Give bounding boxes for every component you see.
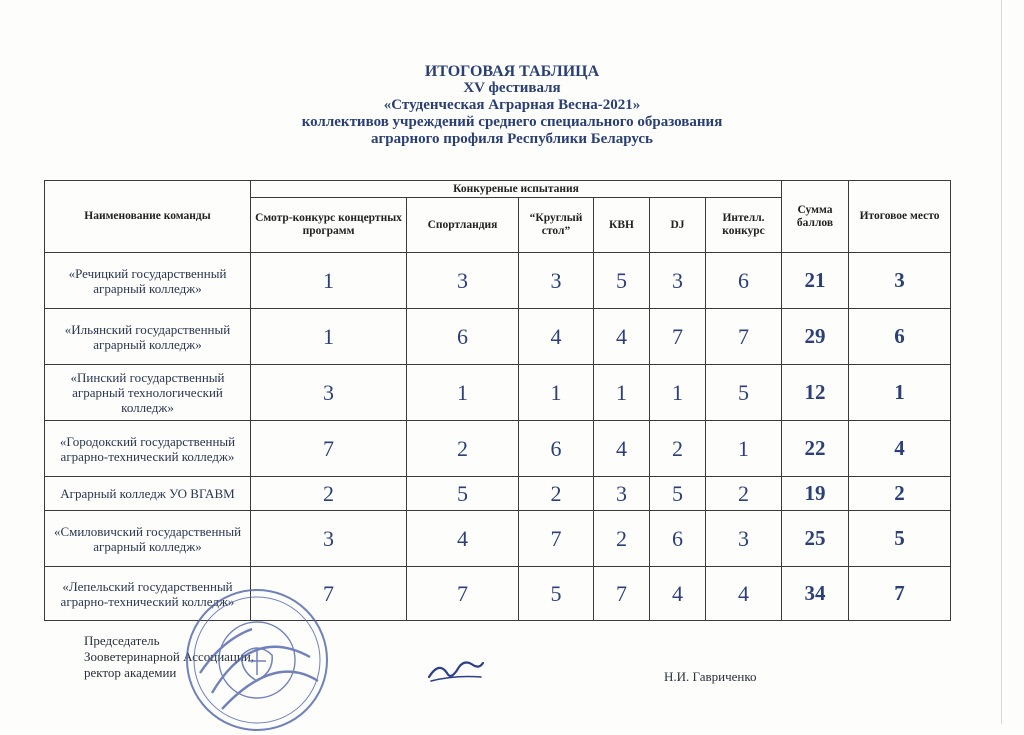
table-row <box>45 567 951 621</box>
score-cell: 6 <box>407 309 519 365</box>
place-cell: 3 <box>849 253 951 309</box>
score-cell: 3 <box>650 253 706 309</box>
table-row <box>45 365 951 421</box>
score-cell: 4 <box>407 511 519 567</box>
title-line-3: «Студенческая Аграрная Весна-2021» <box>383 97 641 113</box>
score-cell: 2 <box>706 477 782 511</box>
score-cell: 7 <box>519 511 594 567</box>
score-cell: 4 <box>594 421 650 477</box>
score-cell: 6 <box>650 511 706 567</box>
score-cell: 7 <box>706 309 782 365</box>
score-cell: 6 <box>519 421 594 477</box>
results-table <box>44 180 951 621</box>
score-cell: 4 <box>594 309 650 365</box>
score-cell: 3 <box>594 477 650 511</box>
score-cell: 2 <box>251 477 407 511</box>
score-cell: 2 <box>594 511 650 567</box>
chair-line-1: Председатель <box>84 633 160 648</box>
title-line-4: коллективов учреждений среднего специального образования <box>301 114 723 130</box>
document-title <box>40 63 984 148</box>
place-cell: 5 <box>849 511 951 567</box>
score-cell: 5 <box>519 567 594 621</box>
header-team: Наименование команды <box>45 181 251 253</box>
team-name: «Пинский государственный аграрный технологический колледж» <box>45 365 251 421</box>
score-cell: 2 <box>407 421 519 477</box>
header-place: Итоговое место <box>849 181 951 253</box>
place-cell: 6 <box>849 309 951 365</box>
score-cell: 1 <box>251 309 407 365</box>
team-name: Аграрный колледж УО ВГАВМ <box>45 477 251 511</box>
score-cell: 7 <box>251 567 407 621</box>
score-cell: 4 <box>650 567 706 621</box>
header-contest-2: Спортландия <box>407 198 519 253</box>
title-line-5: аграрного профиля Республики Беларусь <box>370 131 653 147</box>
team-name: «Городокский государственный аграрно-технический колледж» <box>45 421 251 477</box>
place-cell: 2 <box>849 477 951 511</box>
table-row <box>45 477 951 511</box>
score-cell: 4 <box>519 309 594 365</box>
team-name: «Речицкий государственный аграрный колледж» <box>45 253 251 309</box>
sum-cell: 21 <box>782 253 849 309</box>
header-contest-5: DJ <box>650 198 706 253</box>
sum-cell: 22 <box>782 421 849 477</box>
sum-cell: 25 <box>782 511 849 567</box>
table-row <box>45 253 951 309</box>
table-row <box>45 421 951 477</box>
title-line-2: XV фестиваля <box>463 80 561 96</box>
score-cell: 1 <box>251 253 407 309</box>
score-cell: 2 <box>650 421 706 477</box>
sum-cell: 12 <box>782 365 849 421</box>
header-contest-4: КВН <box>594 198 650 253</box>
score-cell: 3 <box>251 365 407 421</box>
table-row <box>45 511 951 567</box>
score-cell: 5 <box>706 365 782 421</box>
official-stamp-icon <box>182 585 332 735</box>
score-cell: 2 <box>519 477 594 511</box>
score-cell: 1 <box>594 365 650 421</box>
header-contest-3: “Круглый стол” <box>519 198 594 253</box>
place-cell: 4 <box>849 421 951 477</box>
score-cell: 7 <box>251 421 407 477</box>
score-cell: 5 <box>407 477 519 511</box>
score-cell: 1 <box>519 365 594 421</box>
team-name: «Лепельский государственный аграрно-технический колледж» <box>45 567 251 621</box>
score-cell: 5 <box>594 253 650 309</box>
chair-line-3: ректор академии <box>84 665 177 680</box>
header-sum: Сумма баллов <box>782 181 849 253</box>
score-cell: 3 <box>706 511 782 567</box>
sum-cell: 34 <box>782 567 849 621</box>
title-line-1: ИТОГОВАЯ ТАБЛИЦА <box>424 63 600 80</box>
header-contest-1: Смотр-конкурс концертных программ <box>251 198 407 253</box>
score-cell: 4 <box>706 567 782 621</box>
sum-cell: 29 <box>782 309 849 365</box>
score-cell: 1 <box>407 365 519 421</box>
header-contest-group: Конкуреные испытания <box>251 181 782 198</box>
table-row <box>45 309 951 365</box>
score-cell: 1 <box>650 365 706 421</box>
score-cell: 7 <box>650 309 706 365</box>
score-cell: 7 <box>594 567 650 621</box>
signer-name: Н.И. Гавриченко <box>664 669 757 684</box>
team-name: «Смиловичский государственный аграрный колледж» <box>45 511 251 567</box>
score-cell: 3 <box>519 253 594 309</box>
score-cell: 5 <box>650 477 706 511</box>
score-cell: 1 <box>706 421 782 477</box>
signature-icon <box>425 655 485 687</box>
chair-line-2: Зооветеринарной Ассоциации, <box>84 649 255 664</box>
score-cell: 6 <box>706 253 782 309</box>
sum-cell: 19 <box>782 477 849 511</box>
team-name: «Ильянский государственный аграрный колледж» <box>45 309 251 365</box>
score-cell: 3 <box>407 253 519 309</box>
header-contest-6: Интелл. конкурс <box>706 198 782 253</box>
score-cell: 7 <box>407 567 519 621</box>
score-cell: 3 <box>251 511 407 567</box>
place-cell: 1 <box>849 365 951 421</box>
page-edge <box>1001 0 1002 724</box>
place-cell: 7 <box>849 567 951 621</box>
